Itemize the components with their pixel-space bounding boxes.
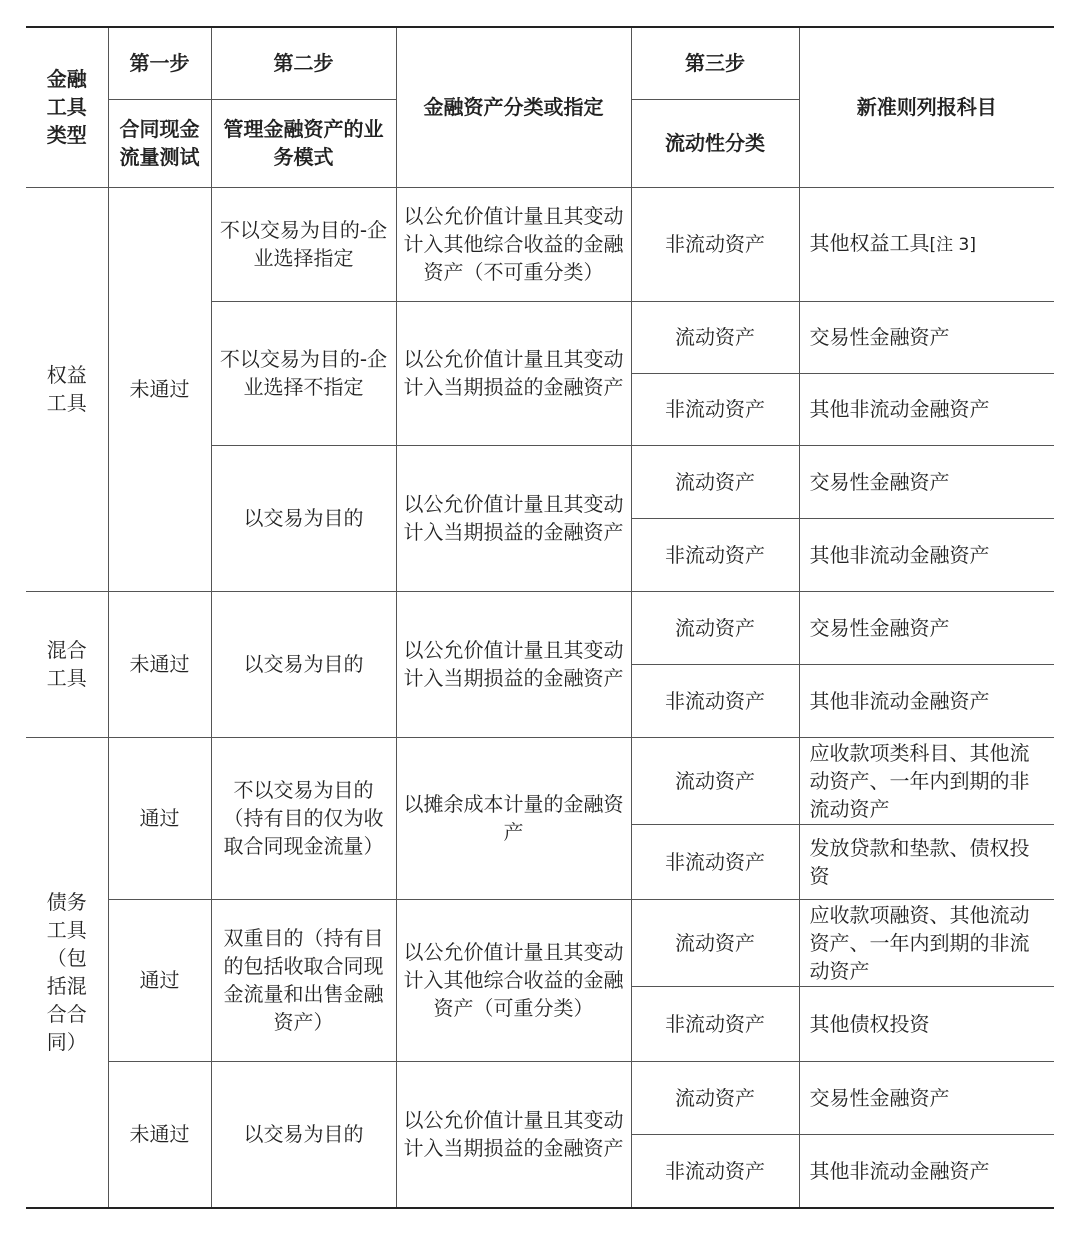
cashflow-test-cell: 通过: [108, 899, 211, 1061]
liquidity-cell: 非流动资产: [631, 373, 799, 445]
instrument-type-cell: 债务工具（包括混合合同）: [26, 737, 108, 1208]
table-body: [26, 27, 1054, 1208]
cashflow-test-cell: 未通过: [108, 187, 211, 591]
classification-cell: 以公允价值计量且其变动计入当期损益的金融资产: [396, 1061, 631, 1208]
table-row: [26, 899, 1054, 986]
table-row: [26, 591, 1054, 664]
liquidity-cell: 流动资产: [631, 301, 799, 373]
reporting-item-text: 其他非流动金融资产: [809, 542, 990, 567]
classification-table: [26, 26, 1054, 1209]
reporting-item-cell: [799, 518, 1054, 591]
header-liquidity: 流动性分类: [631, 99, 799, 187]
reporting-item-cell: [799, 664, 1054, 737]
business-model-cell: 以交易为目的: [211, 1061, 396, 1208]
reporting-item-text: 交易性金融资产: [809, 615, 950, 640]
instrument-type-cell: 权益工具: [26, 187, 108, 591]
header-reporting-item: 新准则列报科目: [799, 27, 1054, 187]
liquidity-cell: 流动资产: [631, 737, 799, 824]
reporting-item-text: 交易性金融资产: [809, 469, 950, 494]
cashflow-test-cell: 通过: [108, 737, 211, 899]
business-model-cell: 不以交易为目的（持有目的仅为收取合同现金流量）: [211, 737, 396, 899]
header-cashflow-test: 合同现金流量测试: [108, 99, 211, 187]
reporting-item-text: 其他非流动金融资产: [809, 1158, 990, 1183]
cashflow-test-cell: 未通过: [108, 1061, 211, 1208]
liquidity-cell: 流动资产: [631, 1061, 799, 1134]
header-step2: 第二步: [211, 27, 396, 99]
instrument-type-cell: 混合工具: [26, 591, 108, 737]
liquidity-cell: 非流动资产: [631, 1134, 799, 1208]
reporting-item-text: 其他债权投资: [809, 1011, 930, 1036]
reporting-item-text: 其他非流动金融资产: [809, 688, 990, 713]
business-model-cell: 以交易为目的: [211, 591, 396, 737]
reporting-item-text: 交易性金融资产: [809, 325, 950, 349]
business-model-cell: 以交易为目的: [211, 445, 396, 591]
reporting-item-text: 应收款项融资、其他流动资产、一年内到期的非流动资产: [809, 902, 1030, 983]
reporting-item-cell: [799, 373, 1054, 445]
classification-cell: 以公允价值计量且其变动计入其他综合收益的金融资产（不可重分类）: [396, 187, 631, 301]
reporting-item-cell: [799, 824, 1054, 899]
business-model-cell: 双重目的（持有目的包括收取合同现金流量和出售金融资产）: [211, 899, 396, 1061]
header-classification: 金融资产分类或指定: [396, 27, 631, 187]
reporting-item-cell: [799, 1061, 1054, 1134]
classification-cell: 以摊余成本计量的金融资产: [396, 737, 631, 899]
header-step3: 第三步: [631, 27, 799, 99]
reporting-item-cell: [799, 986, 1054, 1061]
reporting-item-cell: [799, 1134, 1054, 1208]
header-row-1: [26, 27, 1054, 99]
classification-cell: 以公允价值计量且其变动计入其他综合收益的金融资产（可重分类）: [396, 899, 631, 1061]
reporting-item-cell: [799, 445, 1054, 518]
table-row: [26, 187, 1054, 301]
liquidity-cell: 非流动资产: [631, 664, 799, 737]
header-instrument-type: 金融工具类型: [26, 27, 108, 187]
classification-cell: 以公允价值计量且其变动计入当期损益的金融资产: [396, 445, 631, 591]
table-row: [26, 737, 1054, 824]
reporting-item-text: 其他非流动金融资产: [809, 397, 990, 421]
footnote-reference: [注 3]: [929, 235, 976, 255]
table-row: [26, 1061, 1054, 1134]
liquidity-cell: 流动资产: [631, 445, 799, 518]
liquidity-cell: 流动资产: [631, 591, 799, 664]
reporting-item-cell: [799, 899, 1054, 986]
liquidity-cell: 非流动资产: [631, 187, 799, 301]
liquidity-cell: 非流动资产: [631, 518, 799, 591]
business-model-cell: 不以交易为目的-企业选择指定: [211, 187, 396, 301]
reporting-item-text: 交易性金融资产: [809, 1085, 950, 1110]
classification-cell: 以公允价值计量且其变动计入当期损益的金融资产: [396, 591, 631, 737]
reporting-item-cell: [799, 737, 1054, 824]
header-step1: 第一步: [108, 27, 211, 99]
liquidity-cell: 非流动资产: [631, 824, 799, 899]
reporting-item-cell: [799, 187, 1054, 301]
reporting-item-text: 发放贷款和垫款、债权投资: [809, 835, 1030, 888]
liquidity-cell: 非流动资产: [631, 986, 799, 1061]
reporting-item-text: 应收款项类科目、其他流动资产、一年内到期的非流动资产: [809, 740, 1030, 821]
reporting-item-cell: [799, 591, 1054, 664]
cashflow-test-cell: 未通过: [108, 591, 211, 737]
reporting-item-text: 其他权益工具: [809, 231, 930, 255]
business-model-cell: 不以交易为目的-企业选择不指定: [211, 301, 396, 445]
header-business-model: 管理金融资产的业务模式: [211, 99, 396, 187]
liquidity-cell: 流动资产: [631, 899, 799, 986]
classification-cell: 以公允价值计量且其变动计入当期损益的金融资产: [396, 301, 631, 445]
reporting-item-cell: [799, 301, 1054, 373]
